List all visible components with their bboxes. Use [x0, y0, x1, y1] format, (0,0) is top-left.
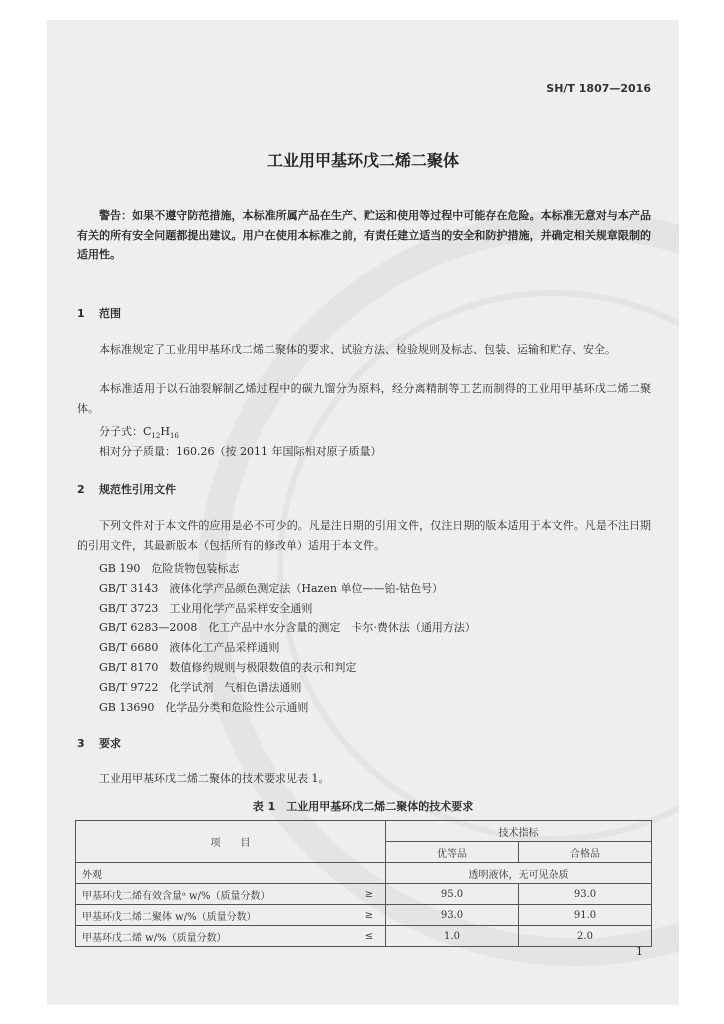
reference-code: GB/T 3723 [99, 602, 159, 615]
reference-title: 化学试剂 气相色谱法通则 [169, 681, 302, 694]
reference-code: GB/T 6283—2008 [99, 621, 198, 634]
row-value-qualified: 91.0 [519, 905, 652, 926]
reference-code: GB 190 [99, 562, 141, 575]
row-value-premium: 1.0 [386, 926, 519, 947]
row-operator: ≥ [353, 905, 386, 926]
reference-title: 化工产品中水分含量的测定 卡尔·费休法（通用方法） [208, 621, 476, 634]
table-header-row [76, 821, 652, 842]
header-grade-premium: 优等品 [386, 842, 519, 863]
reference-title: 工业用化学产品采样安全通则 [169, 602, 313, 615]
section-2-heading [77, 481, 176, 497]
section-title: 要求 [99, 737, 121, 750]
row-operator: ≥ [353, 884, 386, 905]
reference-code: GB/T 6680 [99, 641, 159, 654]
row-value-qualified: 93.0 [519, 884, 652, 905]
molecular-weight: 相对分子质量：160.26（按 2011 年国际相对原子质量） [99, 445, 382, 458]
reference-item [99, 600, 312, 616]
reference-item [99, 619, 476, 635]
references-intro: 下列文件对于本文件的应用是必不可少的。凡是注日期的引用文件，仅注日期的版本适用于本文件。凡是不注日期的引用文件，其最新版本（包括所有的修改单）适用于本文件。 [77, 519, 651, 552]
scope-paragraph-2: 本标准适用于以石油裂解制乙烯过程中的碳九馏分为原料，经分离精制等工艺而制得的工业用甲基环戊二烯二聚体。 [77, 382, 651, 415]
reference-title: 危险货物包装标志 [151, 562, 240, 575]
reference-title: 数值修约规则与极限数值的表示和判定 [169, 661, 357, 674]
row-operator: ≤ [353, 926, 386, 947]
formula-hydrogen-count: 16 [169, 432, 179, 441]
row-item: 甲基环戊二烯 w/%（质量分数） [76, 926, 354, 947]
row-value-qualified: 2.0 [519, 926, 652, 947]
row-merged-value: 透明液体，无可见杂质 [386, 863, 652, 884]
reference-item [99, 639, 279, 655]
row-item: 甲基环戊二烯有效含量ᵃ w/%（质量分数） [76, 884, 354, 905]
reference-code: GB/T 9722 [99, 681, 159, 694]
molecular-formula [99, 423, 179, 440]
table-row [76, 884, 652, 905]
reference-title: 液体化学产品颜色测定法（Hazen 单位——铂-钴色号） [169, 582, 444, 595]
header-spec: 技术指标 [386, 821, 652, 842]
section-1-heading [77, 305, 121, 321]
spec-table [75, 820, 652, 947]
reference-title: 液体化工产品采样通则 [169, 641, 280, 654]
section-number: 1 [77, 307, 85, 320]
reference-item [99, 659, 356, 675]
reference-item [99, 679, 301, 695]
row-value-premium: 93.0 [386, 905, 519, 926]
reference-item [99, 560, 239, 576]
reference-item [99, 699, 308, 715]
table-row [76, 926, 652, 947]
section-3-heading [77, 735, 121, 751]
formula-carbon: C [143, 425, 152, 438]
requirements-paragraph: 工业用甲基环戊二烯二聚体的技术要求见表 1。 [99, 772, 330, 785]
document-page [47, 20, 679, 1005]
document-title: 工业用甲基环戊二烯二聚体 [266, 151, 459, 170]
table-caption: 表 1 工业用甲基环戊二烯二聚体的技术要求 [252, 800, 474, 813]
section-title: 范围 [99, 307, 121, 320]
standard-code: SH/T 1807—2016 [546, 82, 651, 95]
row-item: 外观 [76, 863, 386, 884]
scope-paragraph-1: 本标准规定了工业用甲基环戊二烯二聚体的要求、试验方法、检验规则及标志、包装、运输和贮存、安全。 [99, 343, 616, 356]
page-number: 1 [636, 945, 643, 958]
formula-label: 分子式： [99, 425, 143, 438]
table-row [76, 905, 652, 926]
formula-hydrogen: H [160, 425, 170, 438]
table-row [76, 863, 652, 884]
header-item: 项 目 [76, 821, 386, 863]
reference-item [99, 580, 443, 596]
watermark-seal-inner [277, 290, 679, 842]
formula-carbon-count: 12 [151, 432, 161, 441]
header-grade-qualified: 合格品 [519, 842, 652, 863]
section-number: 2 [77, 483, 85, 496]
reference-code: GB/T 8170 [99, 661, 159, 674]
reference-code: GB 13690 [99, 701, 155, 714]
row-value-premium: 95.0 [386, 884, 519, 905]
section-title: 规范性引用文件 [99, 483, 176, 496]
reference-code: GB/T 3143 [99, 582, 159, 595]
row-item: 甲基环戊二烯二聚体 w/%（质量分数） [76, 905, 354, 926]
section-number: 3 [77, 737, 85, 750]
warning-paragraph: 警告：如果不遵守防范措施，本标准所属产品在生产、贮运和使用等过程中可能存在危险。本标准无意对与本产品有关的所有安全问题都提出建议。用户在使用本标准之前，有责任建立适当的安全和防护措施，并确定相关规章限制的适用性。 [77, 209, 651, 261]
reference-title: 化学品分类和危险性公示通则 [165, 701, 309, 714]
